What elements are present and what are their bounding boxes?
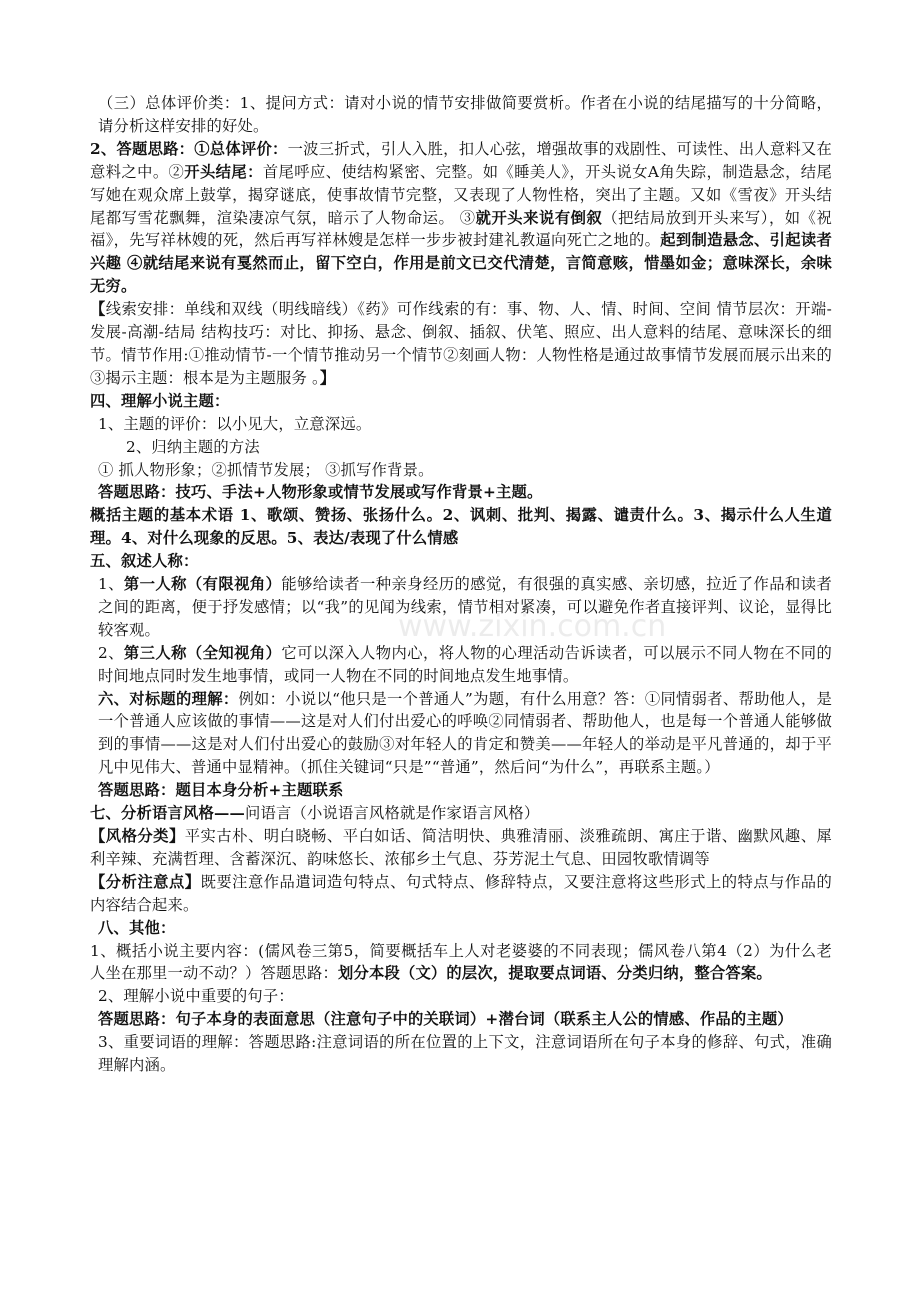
bold-text: 【风格分类】: [90, 827, 185, 845]
bold-text: 八、其他：: [98, 918, 176, 937]
bold-text: 2、答题思路：①总体评价：: [90, 139, 288, 158]
body-text: 3、重要词语的理解：答题思路:注意词语的所在位置的上下文，注意词语所在句子本身的修辞、句式，准确理解内涵。: [98, 1033, 832, 1075]
body-text: 问语言（小说语言风格就是作家语言风格）: [244, 804, 540, 823]
paragraph-b1: [90, 92, 832, 138]
paragraph-b13: [90, 688, 832, 780]
bold-text: 概括主题的基本术语 1、歌颂、赞扬、张扬什么。2、讽刺、批判、揭露、谴责什么。3、揭示什么人生道理。4、对什么现象的反思。5、表达/表现了什么情感: [90, 506, 832, 548]
body-text: 既要注意作品遣词造句特点、句式特点、修辞特点，又要注意将这些形式上的特点与作品的内容结合起来。: [90, 872, 832, 914]
body-text: 线索安排：单线和双线（明线暗线）《药》可作线索的有：事、物、人、情、时间、空间 情节层次：开端-发展-高潮-结局 结构技巧：对比、抑扬、悬念、倒叙、插叙、伏笔、照应、出人意料的结尾、意味深长的细节。情节作用:①推动情节-一个情节推动另一个情节②刻画人物：人物性格是通过故事情节发展而展示出来的③揭示主题：根本是为主题服务 。: [90, 300, 833, 387]
bold-text: 七、分析语言风格——: [90, 804, 245, 823]
bold-text: 【: [90, 300, 106, 319]
paragraph-b11: [90, 573, 832, 642]
body-text: 1、: [98, 575, 124, 594]
paragraph-b9: [90, 504, 832, 550]
bold-text: 开头结尾：: [184, 162, 263, 181]
body-text: 首尾呼应、使结构紧密、完整。如《睡美人》，开头说女A角失踪，制造悬念，结尾写她在观众席上鼓掌，揭穿谜底，使事故情节完整，又表现了人物性格，突出了主题。又如《雪夜》开头结尾都写雪花飘舞，渲染凄凉气氛，暗示了人物命运。 ③: [90, 162, 832, 227]
paragraph-b6: [90, 436, 832, 459]
body-text: 能够给读者一种亲身经历的感觉，有很强的真实感、亲切感，拉近了作品和读者之间的距离，便于抒发感情；以“我”的见闻为线索，情节相对紧凑，可以避免作者直接评判、议论，显得比较客观。: [98, 575, 832, 639]
body-text: 一波三折式，引人入胜，扣人心弦，增强故事的戏剧性、可读性、出人意料又在意料之中。②: [90, 139, 832, 181]
bold-text: 【分析注意点】: [90, 872, 201, 891]
paragraph-b3: [90, 298, 832, 390]
paragraph-b8: [90, 481, 832, 504]
body-text: （把结局放到开头来写），如《祝福》，先写祥林嫂的死，然后再写祥林嫂是怎样一步步被封建礼教逼向死亡之地的。: [90, 208, 832, 250]
bold-text: 第三人称（全知视角）: [123, 643, 282, 662]
document-body: [90, 92, 832, 1077]
body-text: 2、归纳主题的方法: [126, 437, 260, 456]
bold-text: 五、叙述人称：: [90, 552, 199, 571]
body-text: 它可以深入人物内心，将人物的心理活动告诉读者，可以展示不同人物在不同的时间地点同时发生地事情，或同一人物在不同的时间地点发生地事情。: [98, 643, 832, 685]
bold-text: 第一人称（有限视角）: [123, 575, 282, 594]
paragraph-b14: [90, 779, 832, 802]
bold-text: 答题思路：句子本身的表面意思（注意句子中的关联词）+潜台词（联系主人公的情感、作品的主题）: [98, 1010, 793, 1029]
bold-text: 答题思路：技巧、手法+人物形象或情节发展或写作背景+主题。: [98, 483, 543, 502]
body-text: 1、概括小说主要内容：(儒风卷三第5，简要概括车上人对老婆婆的不同表现；儒风卷八第4（2）为什么老人坐在那里一动不动？）答题思路：: [90, 941, 832, 983]
body-text: 例如：小说以“他只是一个普通人”为题，有什么用意？答：①同情弱者、帮助他人，是一个普通人应该做的事情——这是对人们付出爱心的呼唤②同情弱者、帮助他人，也是每一个普通人能够做到的事情——这是对人们付出爱心的鼓励③对年轻人的肯定和赞美——年轻人的举动是平凡普通的，却于平凡中见伟大、普通中显精神。（抓住关键词“只是”“普通”，然后问“为什么”，再联系主题。）: [98, 689, 832, 777]
body-text: ① 抓人物形象；②抓情节发展； ③抓写作背景。: [98, 460, 434, 479]
paragraph-b20: [90, 985, 832, 1008]
bold-text: 四、理解小说主题：: [90, 391, 230, 410]
bold-text: 就开头来说有倒叙: [475, 208, 603, 227]
paragraph-b2: [90, 138, 832, 298]
paragraph-b10: [90, 550, 832, 573]
paragraph-b5: [90, 413, 832, 436]
paragraph-b18: [90, 917, 832, 940]
paragraph-b15: [90, 802, 832, 825]
paragraph-b21: [90, 1008, 832, 1031]
paragraph-b4: [90, 390, 832, 413]
paragraph-b12: [90, 642, 832, 688]
bold-text: 答题思路：题目本身分析+主题联系: [98, 781, 344, 800]
body-text: 2、: [98, 643, 124, 662]
watermark: www.zixin.com.cn: [398, 609, 667, 644]
body-text: （三）总体评价类：1、提问方式：请对小说的情节安排做简要赏析。作者在小说的结尾描写的十分简略，请分析这样安排的好处。: [98, 94, 832, 135]
body-text: 平实古朴、明白晓畅、平白如话、简洁明快、典雅清丽、淡雅疏朗、寓庄于谐、幽默风趣、犀利辛辣、充满哲理、含蓄深沉、韵味悠长、浓郁乡土气息、芬芳泥土气息、田园牧歌情调等: [90, 827, 833, 868]
body-text: 1、主题的评价：以小见大，立意深远。: [98, 414, 372, 433]
body-text: 2、理解小说中重要的句子：: [98, 987, 294, 1006]
paragraph-b22: [90, 1031, 832, 1077]
bold-text: 起到制造悬念、引起读者兴趣 ④就结尾来说有戛然而止，留下空白，作用是前文已交代清楚，言简意赅，惜墨如金；意味深长，余味无穷。: [90, 231, 832, 296]
bold-text: 六、对标题的理解：: [98, 689, 239, 708]
paragraph-b19: [90, 940, 832, 986]
paragraph-b7: [90, 459, 832, 482]
paragraph-b17: [90, 871, 832, 917]
bold-text: 】: [319, 368, 336, 387]
bold-text: 划分本段（文）的层次，提取要点词语、分类归纳，整合答案。: [337, 964, 772, 983]
paragraph-b16: [90, 825, 832, 871]
